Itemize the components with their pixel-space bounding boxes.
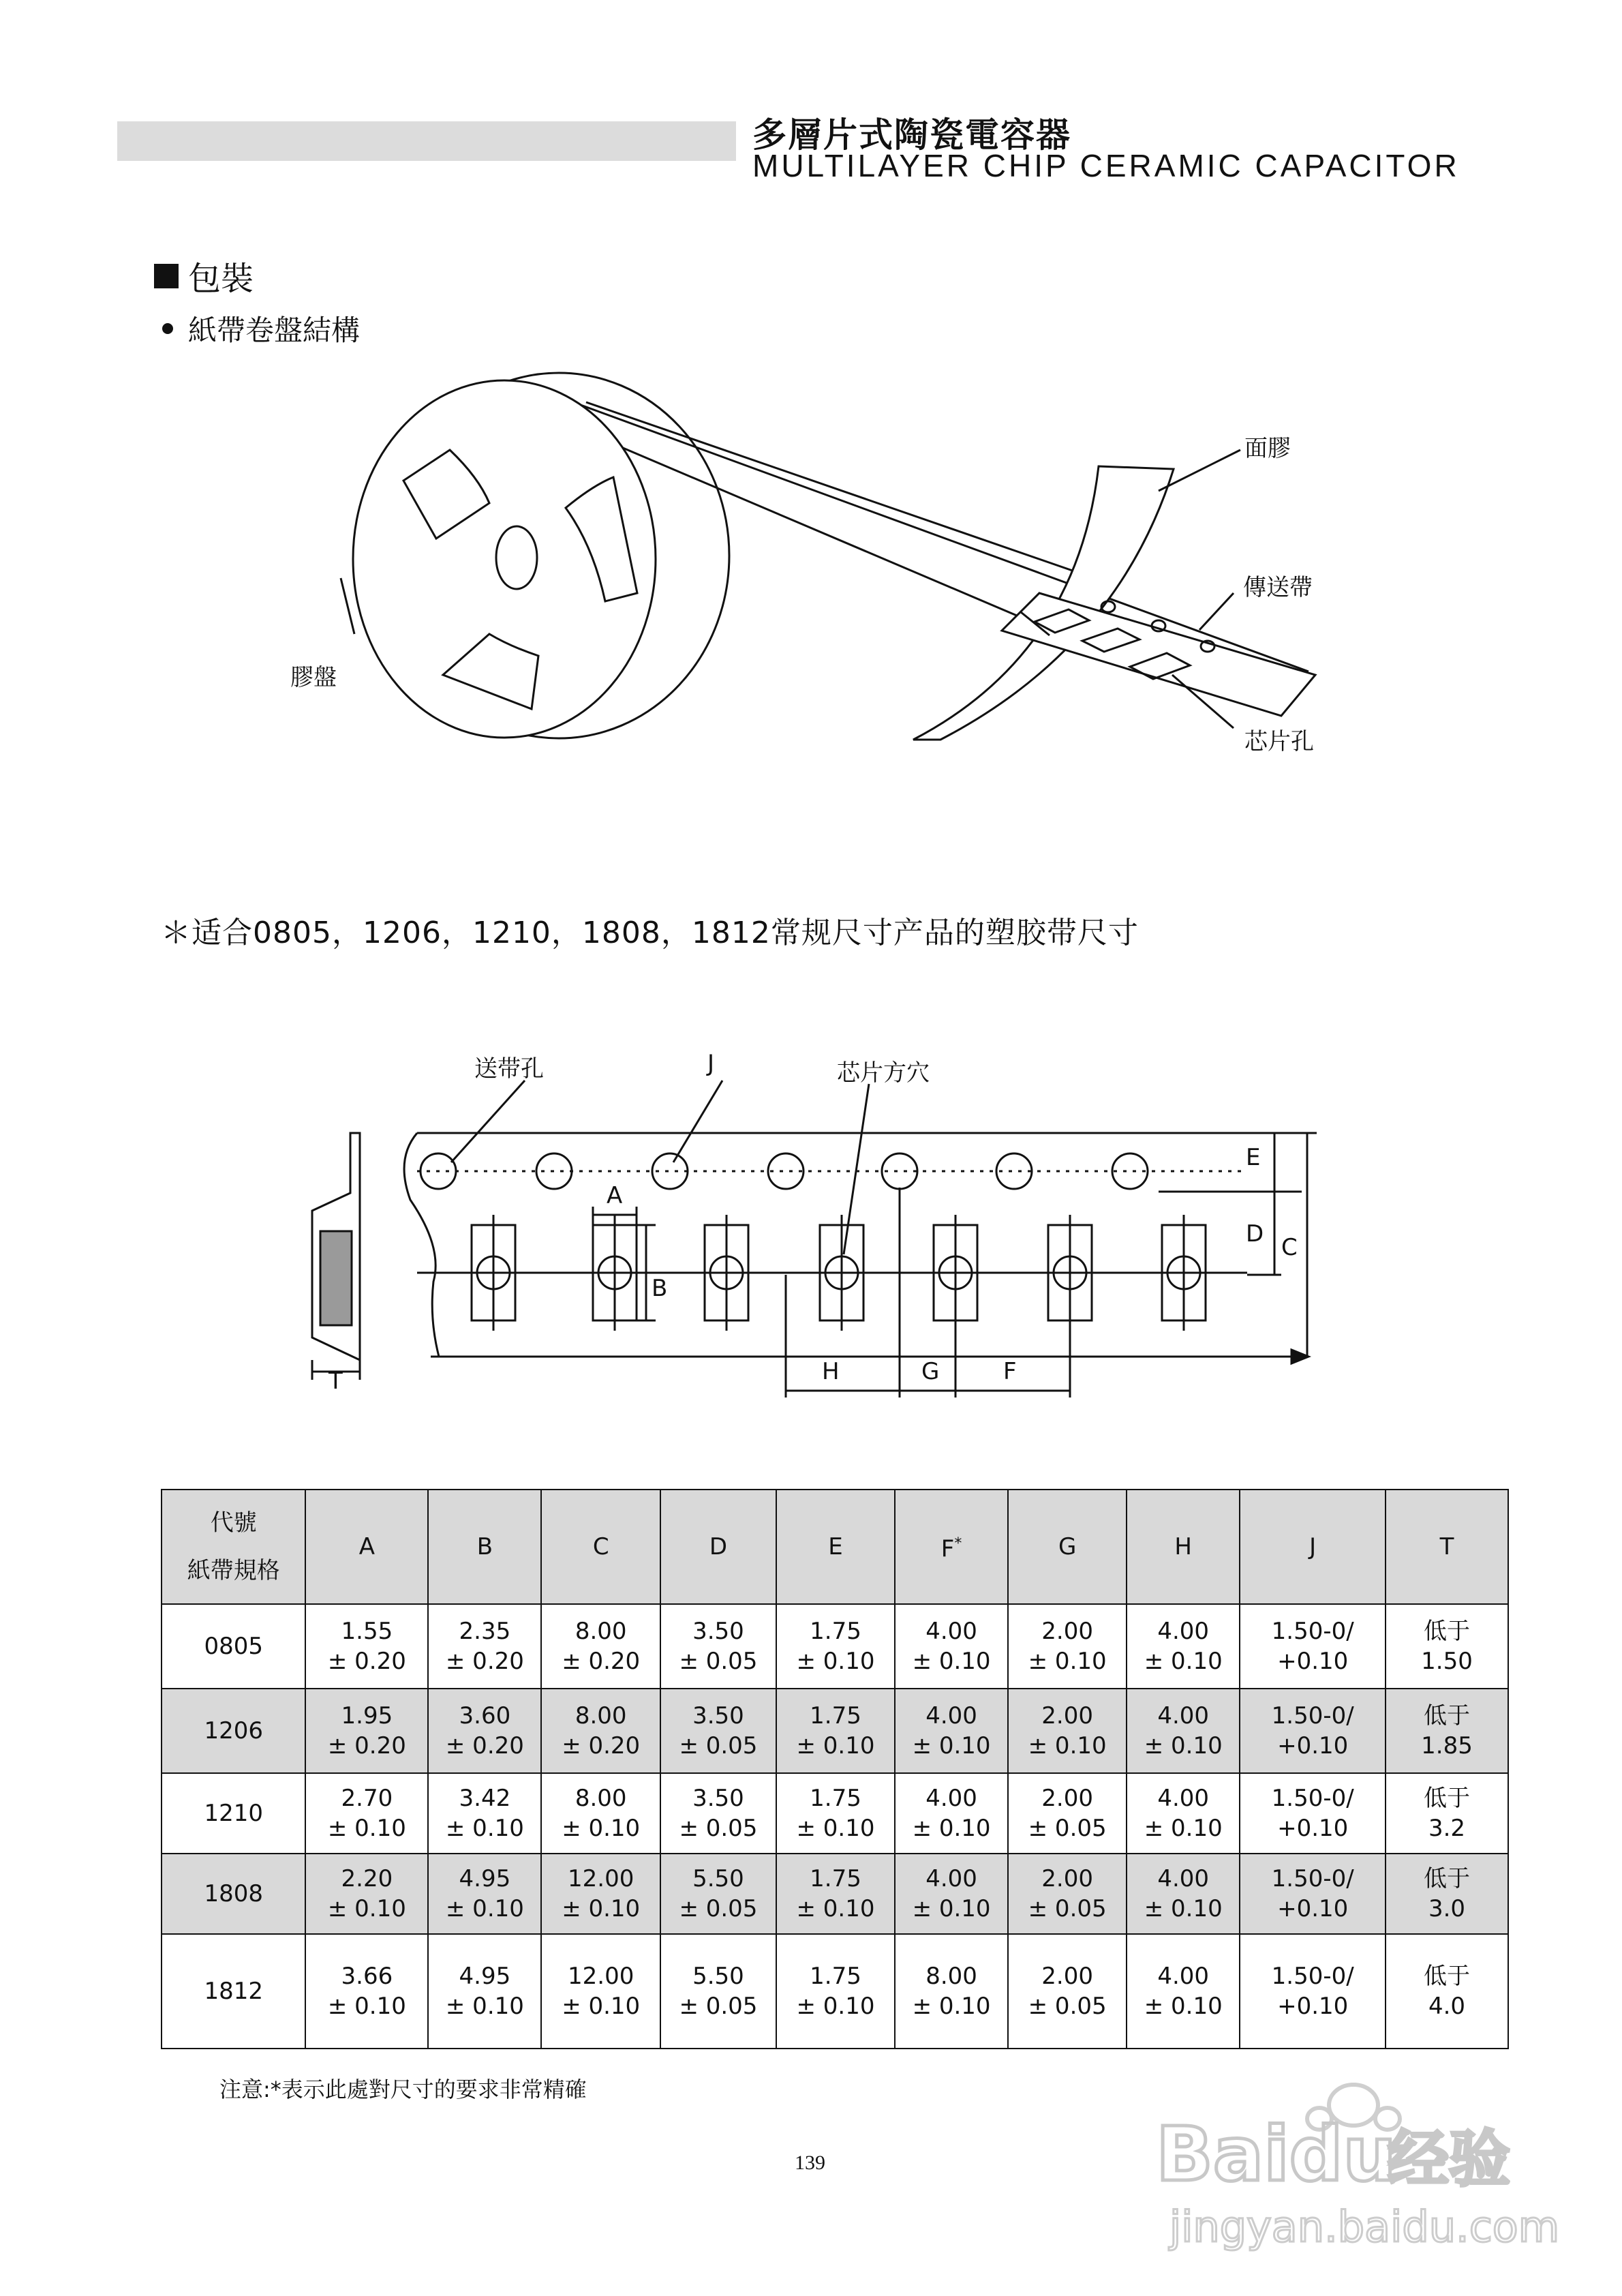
value-tolerance: ± 0.05	[679, 1732, 758, 1759]
value-cell	[1127, 1934, 1240, 2049]
col-header: T	[1386, 1490, 1508, 1604]
value-tolerance: ± 0.05	[1028, 1895, 1107, 1922]
col-header: E	[776, 1490, 895, 1604]
value-tolerance: ± 0.10	[912, 1895, 991, 1922]
value-tolerance: ± 0.10	[912, 1732, 991, 1759]
col-header: A	[305, 1490, 428, 1604]
value-cell	[776, 1689, 895, 1773]
value-cell	[895, 1604, 1008, 1689]
value-main: 1.50-0/	[1271, 1618, 1354, 1645]
dim-g: G	[921, 1358, 940, 1385]
value-cell	[1386, 1604, 1508, 1689]
value-cell	[541, 1689, 660, 1773]
value-tolerance: 1.50	[1421, 1648, 1473, 1675]
value-tolerance: ± 0.10	[445, 1815, 524, 1842]
value-main: 2.35	[459, 1618, 511, 1645]
value-main: 低于	[1424, 1702, 1471, 1729]
value-cell	[1240, 1934, 1386, 2049]
header-code: 代號	[210, 1509, 257, 1537]
value-main: 8.00	[575, 1785, 627, 1812]
value-main: 4.00	[1157, 1865, 1210, 1892]
value-cell	[1127, 1854, 1240, 1934]
value-cell	[776, 1854, 895, 1934]
col-header: G	[1008, 1490, 1127, 1604]
value-main: 4.00	[1157, 1963, 1210, 1990]
label-j: J	[707, 1050, 715, 1077]
value-tolerance: ± 0.10	[912, 1648, 991, 1675]
value-tolerance: +0.10	[1277, 1895, 1349, 1922]
value-main: 低于	[1424, 1618, 1471, 1645]
table-row	[162, 1689, 1508, 1773]
size-cell: 1808	[162, 1854, 305, 1934]
value-main: 8.00	[925, 1963, 977, 1990]
value-main: 低于	[1424, 1785, 1471, 1812]
value-main: 低于	[1424, 1865, 1471, 1892]
value-main: 4.00	[925, 1618, 977, 1645]
value-tolerance: ± 0.05	[679, 1648, 758, 1675]
value-main: 2.00	[1041, 1618, 1093, 1645]
col-header-f	[895, 1490, 1008, 1604]
value-cell	[1127, 1604, 1240, 1689]
value-main: 3.50	[692, 1785, 744, 1812]
value-cell	[1386, 1773, 1508, 1854]
value-tolerance: ± 0.10	[796, 1732, 875, 1759]
col-header: B	[428, 1490, 541, 1604]
value-cell	[541, 1604, 660, 1689]
header-code-cell	[162, 1490, 305, 1604]
value-tolerance: ± 0.10	[445, 1993, 524, 2020]
value-main: 1.75	[810, 1702, 861, 1729]
value-cell	[1240, 1854, 1386, 1934]
value-tolerance: ± 0.10	[1028, 1648, 1107, 1675]
subsection-heading-text: 紙帶卷盤結構	[188, 314, 361, 347]
value-main: 2.00	[1041, 1702, 1093, 1729]
baidu-watermark	[1156, 2078, 1560, 2255]
page-number: 139	[795, 2151, 825, 2174]
value-cell	[1240, 1773, 1386, 1854]
value-main: 1.95	[341, 1702, 393, 1729]
dim-t: T	[328, 1368, 343, 1395]
value-tolerance: ± 0.10	[1144, 1648, 1223, 1675]
value-main: 1.75	[810, 1865, 861, 1892]
value-cell	[541, 1773, 660, 1854]
col-header-f-text: F	[940, 1535, 955, 1563]
value-main: 4.00	[1157, 1785, 1210, 1812]
value-tolerance: ± 0.10	[1028, 1732, 1107, 1759]
col-header: D	[660, 1490, 776, 1604]
value-cell	[1127, 1773, 1240, 1854]
value-tolerance: ± 0.10	[327, 1815, 406, 1842]
value-tolerance: ± 0.10	[327, 1895, 406, 1922]
value-main: 4.95	[459, 1963, 511, 1990]
value-tolerance: ± 0.10	[796, 1895, 875, 1922]
value-cell	[428, 1773, 541, 1854]
value-cell	[1240, 1689, 1386, 1773]
value-main: 12.00	[568, 1865, 634, 1892]
value-cell	[895, 1854, 1008, 1934]
size-cell: 1206	[162, 1689, 305, 1773]
value-cell	[305, 1689, 428, 1773]
value-tolerance: +0.10	[1277, 1648, 1349, 1675]
watermark-brand: Baidu	[1156, 2111, 1396, 2198]
value-main: 3.50	[692, 1702, 744, 1729]
col-header: C	[541, 1490, 660, 1604]
value-tolerance: ± 0.20	[562, 1648, 641, 1675]
value-cell	[428, 1689, 541, 1773]
value-tolerance: ± 0.05	[679, 1815, 758, 1842]
value-cell	[1386, 1689, 1508, 1773]
value-tolerance: 3.0	[1428, 1895, 1466, 1922]
value-cell	[305, 1854, 428, 1934]
value-tolerance: ± 0.10	[1144, 1993, 1223, 2020]
dim-a: A	[607, 1182, 623, 1209]
value-tolerance: ± 0.20	[562, 1732, 641, 1759]
value-main: 8.00	[575, 1618, 627, 1645]
value-main: 1.50-0/	[1271, 1963, 1354, 1990]
size-cell: 0805	[162, 1604, 305, 1689]
value-tolerance: ± 0.10	[796, 1993, 875, 2020]
value-cell	[660, 1773, 776, 1854]
value-main: 2.00	[1041, 1865, 1093, 1892]
tape-spec-table	[161, 1489, 1509, 2049]
value-tolerance: ± 0.10	[912, 1815, 991, 1842]
value-tolerance: ± 0.10	[327, 1993, 406, 2020]
header-spec: 紙帶規格	[187, 1557, 280, 1584]
value-main: 3.60	[459, 1702, 511, 1729]
watermark-product: 经验	[1388, 2124, 1510, 2195]
value-tolerance: ± 0.10	[562, 1815, 641, 1842]
value-main: 5.50	[692, 1865, 744, 1892]
value-cell	[776, 1773, 895, 1854]
value-main: 1.50-0/	[1271, 1865, 1354, 1892]
value-main: 4.00	[1157, 1702, 1210, 1729]
label-sprocket-hole: 送带孔	[474, 1055, 544, 1083]
col-header: H	[1127, 1490, 1240, 1604]
value-tolerance: +0.10	[1277, 1815, 1349, 1842]
label-cavity: 芯片方穴	[837, 1059, 930, 1087]
size-cell: 1812	[162, 1934, 305, 2049]
label-chip-hole: 芯片孔	[1244, 728, 1314, 755]
label-reel: 膠盤	[290, 664, 337, 691]
value-tolerance: 4.0	[1428, 1993, 1466, 2020]
value-tolerance: ± 0.20	[327, 1648, 406, 1675]
value-cell	[895, 1934, 1008, 2049]
value-cell	[428, 1604, 541, 1689]
page-title-cn: 多層片式陶瓷電容器	[752, 115, 1071, 155]
value-main: 5.50	[692, 1963, 744, 1990]
precision-mark: *	[954, 1535, 962, 1553]
value-tolerance: ± 0.10	[1144, 1732, 1223, 1759]
value-tolerance: ± 0.10	[1144, 1895, 1223, 1922]
value-tolerance: ± 0.10	[445, 1895, 524, 1922]
value-tolerance: ± 0.05	[679, 1993, 758, 2020]
value-tolerance: ± 0.05	[1028, 1993, 1107, 2020]
value-cell	[1386, 1934, 1508, 2049]
label-carrier-tape: 傳送帶	[1243, 574, 1313, 601]
value-main: 4.00	[925, 1865, 977, 1892]
size-note: ＊适合0805，1206，1210，1808，1812常规尺寸产品的塑胶带尺寸	[161, 916, 1139, 950]
value-main: 1.75	[810, 1618, 861, 1645]
value-main: 2.00	[1041, 1963, 1093, 1990]
value-tolerance: ± 0.20	[445, 1732, 524, 1759]
value-main: 2.20	[341, 1865, 393, 1892]
value-main: 4.00	[925, 1702, 977, 1729]
value-cell	[1008, 1854, 1127, 1934]
value-cell	[660, 1689, 776, 1773]
value-main: 2.70	[341, 1785, 393, 1812]
value-main: 3.50	[692, 1618, 744, 1645]
dim-b: B	[652, 1275, 668, 1302]
value-tolerance: ± 0.20	[327, 1732, 406, 1759]
value-main: 3.66	[341, 1963, 393, 1990]
value-tolerance: ± 0.10	[796, 1648, 875, 1675]
value-cell	[1008, 1934, 1127, 2049]
value-cell	[1008, 1689, 1127, 1773]
section-heading-text: 包裝	[188, 260, 254, 298]
value-tolerance: ± 0.10	[1144, 1815, 1223, 1842]
value-main: 1.55	[341, 1618, 393, 1645]
value-tolerance: ± 0.10	[796, 1815, 875, 1842]
value-main: 4.95	[459, 1865, 511, 1892]
value-main: 8.00	[575, 1702, 627, 1729]
value-cell	[895, 1689, 1008, 1773]
value-tolerance: ± 0.05	[679, 1895, 758, 1922]
value-cell	[776, 1604, 895, 1689]
size-cell: 1210	[162, 1773, 305, 1854]
value-main: 1.75	[810, 1785, 861, 1812]
value-cell	[660, 1604, 776, 1689]
value-cell	[660, 1854, 776, 1934]
value-tolerance: ± 0.05	[1028, 1815, 1107, 1842]
value-cell	[305, 1773, 428, 1854]
table-row	[162, 1854, 1508, 1934]
dim-d: D	[1246, 1220, 1264, 1248]
table-row	[162, 1604, 1508, 1689]
value-cell	[895, 1773, 1008, 1854]
value-cell	[1127, 1689, 1240, 1773]
dim-c: C	[1281, 1234, 1298, 1261]
value-cell	[1008, 1604, 1127, 1689]
value-tolerance: +0.10	[1277, 1732, 1349, 1759]
watermark-url: jingyan.baidu.com	[1169, 2202, 1560, 2252]
value-tolerance: 1.85	[1421, 1732, 1473, 1759]
value-cell	[541, 1934, 660, 2049]
value-main: 低于	[1424, 1963, 1471, 1990]
page-title-en: MULTILAYER CHIP CERAMIC CAPACITOR	[752, 148, 1460, 183]
value-cell	[305, 1934, 428, 2049]
table-row	[162, 1934, 1508, 2049]
label-cover-tape: 面膠	[1244, 435, 1291, 462]
dim-f: F	[1003, 1358, 1017, 1385]
value-main: 12.00	[568, 1963, 634, 1990]
value-cell	[541, 1854, 660, 1934]
value-main: 1.75	[810, 1963, 861, 1990]
col-header: J	[1240, 1490, 1386, 1604]
value-cell	[776, 1934, 895, 2049]
value-main: 2.00	[1041, 1785, 1093, 1812]
footnote: 注意:*表示此處對尺寸的要求非常精確	[219, 2076, 587, 2102]
value-cell	[428, 1934, 541, 2049]
value-cell	[1240, 1604, 1386, 1689]
value-cell	[1008, 1773, 1127, 1854]
value-tolerance: ± 0.10	[562, 1993, 641, 2020]
value-cell	[1386, 1854, 1508, 1934]
table-row	[162, 1773, 1508, 1854]
value-cell	[660, 1934, 776, 2049]
value-tolerance: +0.10	[1277, 1993, 1349, 2020]
dim-h: H	[822, 1358, 840, 1385]
value-main: 1.50-0/	[1271, 1785, 1354, 1812]
value-cell	[428, 1854, 541, 1934]
value-main: 4.00	[1157, 1618, 1210, 1645]
value-tolerance: ± 0.20	[445, 1648, 524, 1675]
value-main: 4.00	[925, 1785, 977, 1812]
value-cell	[305, 1604, 428, 1689]
value-main: 3.42	[459, 1785, 511, 1812]
table-header-row	[162, 1490, 1508, 1604]
value-tolerance: ± 0.10	[912, 1993, 991, 2020]
dim-e: E	[1246, 1144, 1261, 1171]
value-tolerance: ± 0.10	[562, 1895, 641, 1922]
value-main: 1.50-0/	[1271, 1702, 1354, 1729]
value-tolerance: 3.2	[1428, 1815, 1466, 1842]
